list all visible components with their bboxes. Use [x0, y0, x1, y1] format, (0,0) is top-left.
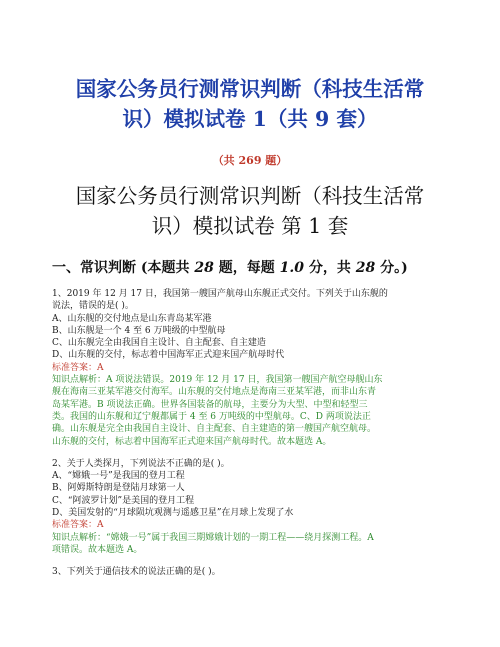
section-total-points: 28	[355, 260, 376, 276]
question-list	[52, 288, 462, 589]
answer-option: A、“嫦娥一号”是我国的登月工程	[52, 471, 185, 482]
answer-analysis: 项错误。故本题选 A。	[52, 544, 143, 555]
answer-analysis: 山东舰的交付，标志着中国海军正式迎来国产航母时代。故本题选 A。	[52, 436, 332, 447]
section-total-questions: 28	[194, 260, 214, 276]
cover-title-line-1: 国家公务员行测常识判断（科技生活常	[75, 77, 425, 101]
question-stem: 2、关于人类探月，下列说法不正确的是( )。	[52, 458, 230, 469]
question-stem: 1、2019 年 12 月 17 日，我国第一艘国产航母山东舰正式交付。下列关于山东舰的	[52, 289, 388, 299]
answer-analysis: 类。我国的山东舰和辽宁舰都属于 4 至 6 万吨级的中型航母。C、D 两项说法正	[52, 411, 371, 422]
question-block	[52, 288, 462, 448]
cover-title-line-2: 识）模拟试卷 1（共 9 套）	[122, 107, 378, 131]
standard-answer: 标准答案：A	[52, 362, 104, 373]
answer-option: C、“阿波罗计划”是美国的登月工程	[52, 495, 195, 506]
answer-option: A、山东舰的交付地点是山东青岛某军港	[52, 313, 212, 324]
answer-option: B、山东舰是一个 4 至 6 万吨级的中型航母	[52, 325, 226, 336]
cover-title	[70, 74, 430, 134]
section-heading-mid-1: 题，每题	[213, 260, 280, 276]
question-block	[52, 566, 462, 578]
section-heading-prefix: 一、常识判断 (本题共	[52, 260, 195, 276]
section-heading	[52, 257, 472, 277]
answer-analysis: 舰在海南三亚某军港交付海军。山东舰的交付地点是海南三亚某军港，而非山东青	[52, 387, 377, 398]
exam-title-line-1: 国家公务员行测常识判断（科技生活常	[75, 184, 425, 208]
answer-analysis: 知识点解析：“嫦娥一号”属于我国三期嫦娥计划的一期工程——绕月探测工程。A	[52, 532, 374, 543]
question-stem: 3、下列关于通信技术的说法正确的是( )。	[52, 567, 221, 578]
answer-option: D、山东舰的交付，标志着中国海军正式迎来国产航母时代	[52, 350, 285, 361]
section-points-each: 1.0	[279, 260, 304, 276]
section-heading-suffix: 分。)	[375, 260, 408, 276]
section-heading-mid-2: 分，共	[303, 260, 356, 276]
answer-analysis: 岛某军港。B 项说法正确。世界各国装备的航母，主要分为大型、中型和轻型三	[52, 399, 368, 410]
answer-option: D、美国发射的“月球陨坑观测与遥感卫星”在月球上发现了水	[52, 508, 294, 519]
answer-analysis: 确。山东舰是完全由我国自主设计、自主配套、自主建造的第一艘国产航空航母。	[52, 424, 377, 435]
exam-title-line-2: 识）模拟试卷 第 1 套	[151, 214, 349, 238]
answer-option: C、山东舰完全由我国自主设计、自主配套、自主建造	[52, 338, 266, 349]
answer-option: B、阿姆斯特朗是登陆月球第一人	[52, 483, 185, 494]
answer-analysis: 知识点解析：A 项说法错误。2019 年 12 月 17 日，我国第一艘国产航空母舰山东	[52, 375, 383, 386]
exam-title	[62, 181, 438, 241]
question-stem: 说法，错误的是( )。	[52, 301, 134, 312]
question-count: （共 269 题）	[212, 154, 288, 167]
standard-answer: 标准答案：A	[52, 520, 104, 531]
question-block	[52, 458, 462, 556]
